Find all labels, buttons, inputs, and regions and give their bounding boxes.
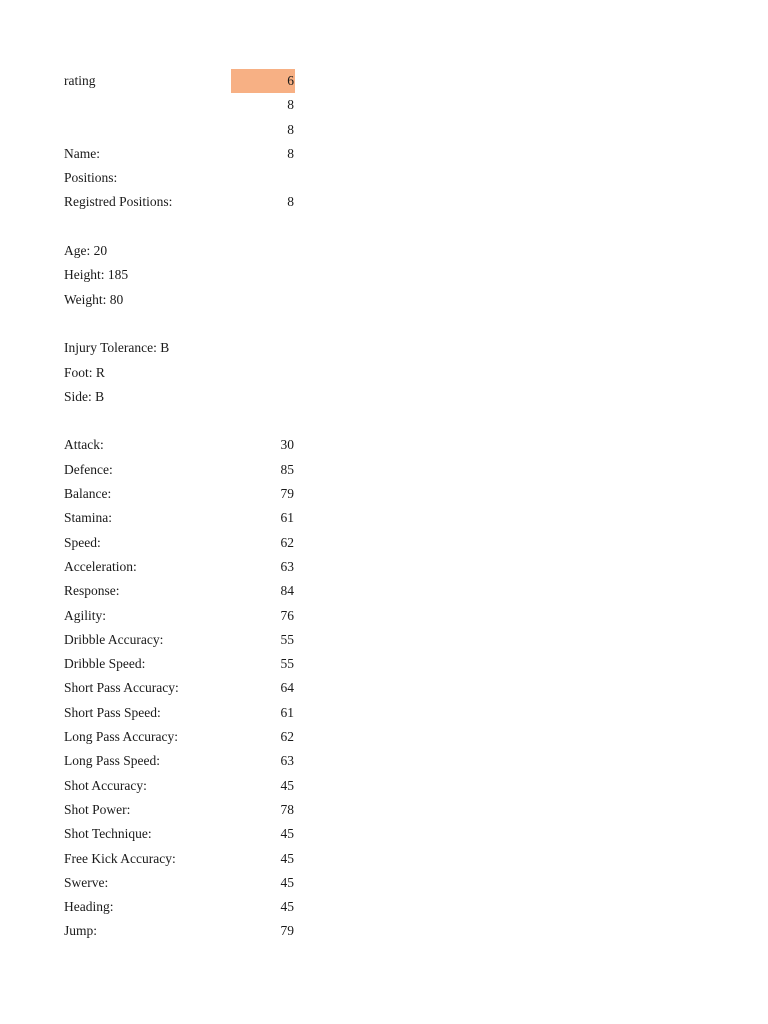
- stat-label: Acceleration:: [64, 558, 137, 574]
- side-row: [0, 385, 768, 409]
- stat-value: 78: [280, 801, 294, 817]
- stat-row-long-pass-speed: [0, 749, 768, 773]
- stat-row-short-pass-accuracy: [0, 676, 768, 700]
- stat-row-response: [0, 579, 768, 603]
- registered-positions-value: 8: [287, 194, 294, 210]
- stat-label: Shot Power:: [64, 801, 131, 817]
- stat-value: 62: [280, 534, 294, 550]
- stat-label: Shot Accuracy:: [64, 777, 147, 793]
- stat-row-jump: [0, 919, 768, 943]
- stat-value: 30: [280, 437, 294, 453]
- stat-label: Short Pass Speed:: [64, 704, 161, 720]
- stat-label: Dribble Accuracy:: [64, 631, 164, 647]
- stat-label: Heading:: [64, 899, 114, 915]
- stat-value: 85: [280, 461, 294, 477]
- stat-label: Dribble Speed:: [64, 656, 146, 672]
- stat-row-long-pass-accuracy: [0, 725, 768, 749]
- stat-row-attack: [0, 433, 768, 457]
- stat-label: Speed:: [64, 534, 101, 550]
- stat-label: Shot Technique:: [64, 826, 152, 842]
- stat-label: Response:: [64, 583, 120, 599]
- stat-label: Balance:: [64, 486, 112, 502]
- height-row: [0, 263, 768, 287]
- height-label: Height: 185: [64, 267, 129, 283]
- spacer-row: [0, 215, 768, 239]
- weight-label: Weight: 80: [64, 291, 124, 307]
- stat-label: Free Kick Accuracy:: [64, 850, 176, 866]
- stat-value: 84: [280, 583, 294, 599]
- injury-tolerance-label: Injury Tolerance: B: [64, 340, 170, 356]
- stat-value: 61: [280, 704, 294, 720]
- stat-value: 63: [280, 558, 294, 574]
- rating-value-cell: 6: [231, 69, 295, 93]
- stat-row-shot-accuracy: [0, 774, 768, 798]
- stat-value: 45: [280, 874, 294, 890]
- name-value: 8: [287, 145, 294, 161]
- stat-row-shot-power: [0, 798, 768, 822]
- stat-row-shot-technique: [0, 822, 768, 846]
- stat-row-speed: [0, 531, 768, 555]
- foot-row: [0, 361, 768, 385]
- stat-row-defence: [0, 458, 768, 482]
- stat-label: Long Pass Accuracy:: [64, 729, 178, 745]
- stat-row-swerve: [0, 871, 768, 895]
- player-stat-sheet: [0, 69, 768, 944]
- stat-label: Long Pass Speed:: [64, 753, 160, 769]
- stat-value: 62: [280, 729, 294, 745]
- stat-label: Attack:: [64, 437, 104, 453]
- stat-value: 45: [280, 826, 294, 842]
- stat-value: 76: [280, 607, 294, 623]
- age-row: [0, 239, 768, 263]
- spacer-row: [0, 409, 768, 433]
- stat-row-acceleration: [0, 555, 768, 579]
- header-row-2: [0, 93, 768, 117]
- stat-label: Defence:: [64, 461, 113, 477]
- stat-label: Jump:: [64, 923, 98, 939]
- injury-tolerance-row: [0, 336, 768, 360]
- rating-row: [0, 69, 768, 93]
- header-row-2-value: 8: [287, 97, 294, 113]
- name-row: [0, 142, 768, 166]
- spacer-row: [0, 312, 768, 336]
- stat-row-balance: [0, 482, 768, 506]
- name-label: Name:: [64, 145, 100, 161]
- header-row-3: [0, 118, 768, 142]
- stat-value: 55: [280, 631, 294, 647]
- stat-row-short-pass-speed: [0, 701, 768, 725]
- weight-row: [0, 288, 768, 312]
- stat-label: Swerve:: [64, 874, 109, 890]
- stat-value: 63: [280, 753, 294, 769]
- stat-value: 45: [280, 777, 294, 793]
- stat-value: 64: [280, 680, 294, 696]
- positions-label: Positions:: [64, 170, 118, 186]
- positions-row: [0, 166, 768, 190]
- age-label: Age: 20: [64, 243, 108, 259]
- header-row-3-value: 8: [287, 121, 294, 137]
- stat-row-dribble-speed: [0, 652, 768, 676]
- stat-value: 79: [280, 486, 294, 502]
- rating-label: rating: [64, 73, 96, 88]
- foot-label: Foot: R: [64, 364, 105, 380]
- stat-value: 45: [280, 850, 294, 866]
- stat-row-stamina: [0, 506, 768, 530]
- stat-value: 55: [280, 656, 294, 672]
- stat-row-free-kick-accuracy: [0, 847, 768, 871]
- stat-row-agility: [0, 604, 768, 628]
- side-label: Side: B: [64, 388, 105, 404]
- registered-positions-row: [0, 190, 768, 214]
- stat-value: 61: [280, 510, 294, 526]
- stat-label: Short Pass Accuracy:: [64, 680, 179, 696]
- stat-label: Agility:: [64, 607, 107, 623]
- stat-label: Stamina:: [64, 510, 112, 526]
- stat-value: 79: [280, 923, 294, 939]
- stat-value: 45: [280, 899, 294, 915]
- registered-positions-label: Registred Positions:: [64, 194, 173, 210]
- stat-row-dribble-accuracy: [0, 628, 768, 652]
- stat-row-heading: [0, 895, 768, 919]
